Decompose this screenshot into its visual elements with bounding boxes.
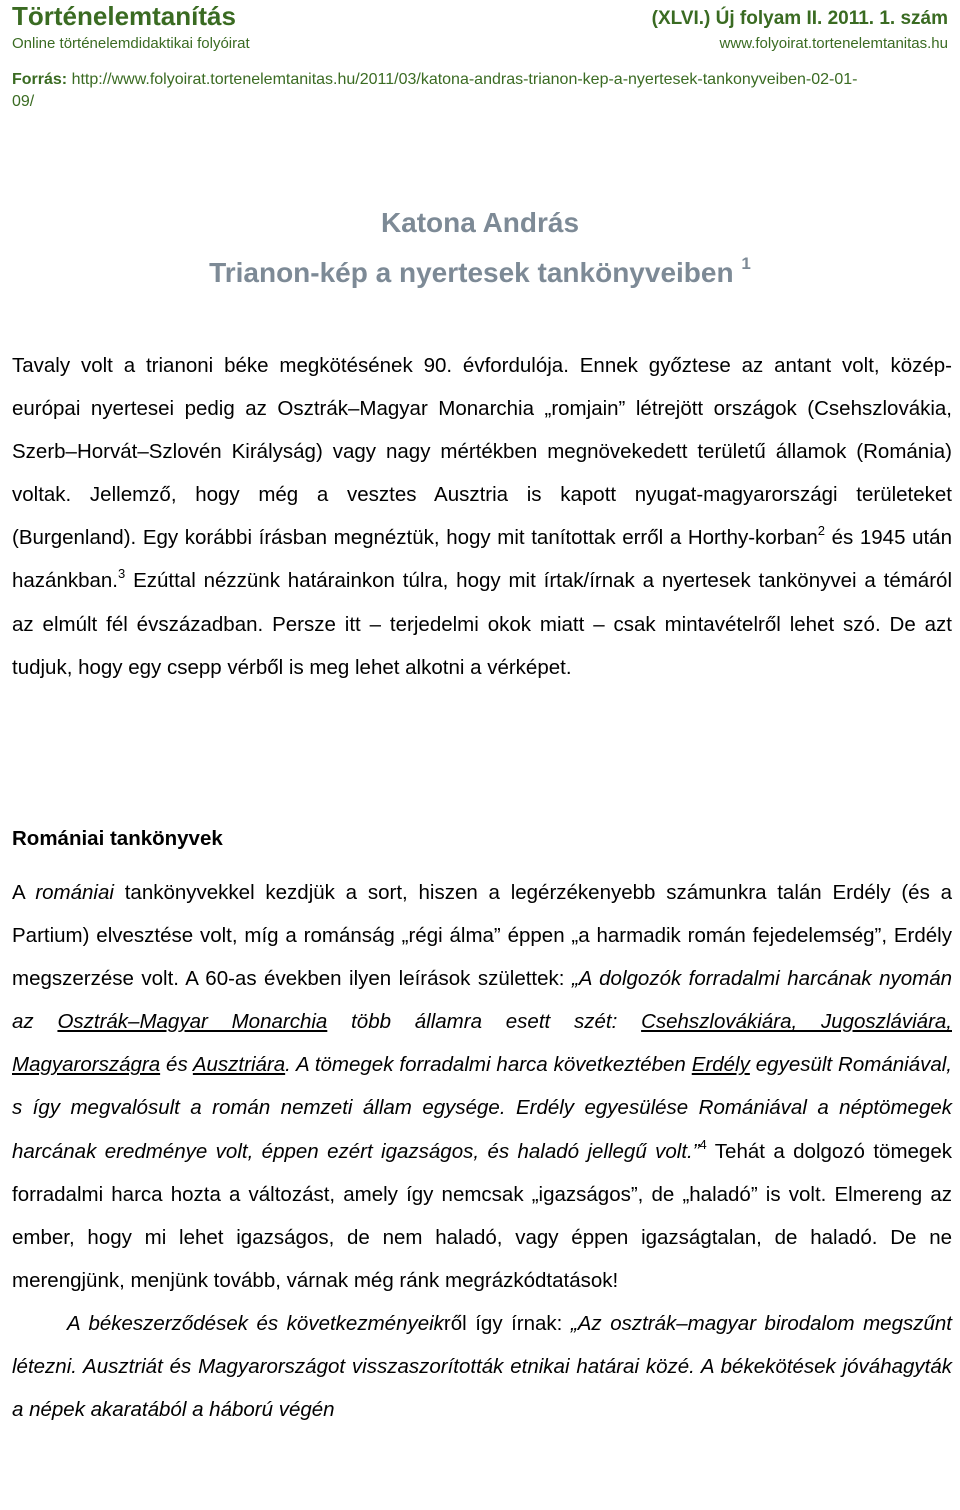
p1-quote-ausztria: Ausztriára xyxy=(192,1053,286,1077)
journal-title: Történelemtanítás xyxy=(12,1,236,31)
footnote-ref-4[interactable]: 4 xyxy=(699,1136,707,1152)
article-title-text: Trianon-kép a nyertesek tankönyveiben xyxy=(209,257,734,288)
p1-quote-l: egyesült Romániával, s így megvalósult a román nemzeti állam egysége. Erdély egyesülése Romániával a néptömegek harcának eredménye volt, éppen ezért igazságos, és haladó jellegű volt.” xyxy=(12,1053,952,1163)
section-paragraph-2 xyxy=(12,1302,952,1431)
website-link[interactable]: www.folyoirat.tortenelemtanitas.hu xyxy=(719,35,948,52)
quote-part-1 xyxy=(12,967,952,1162)
p2-text-b: ről így írnak: xyxy=(443,1311,571,1335)
source-line xyxy=(12,69,872,113)
section-paragraph-1 xyxy=(12,871,952,1302)
p2-italic-a: A békeszerződések és következményeik xyxy=(67,1311,444,1335)
article-title xyxy=(0,256,960,290)
journal-subtitle: Online történelemdidaktikai folyóirat xyxy=(12,35,250,52)
p1-quote-monarchia: Osztrák–Magyar Monarchia xyxy=(57,1010,328,1034)
footnote-ref-3[interactable]: 3 xyxy=(118,566,126,582)
p1-text-a: A xyxy=(12,881,36,904)
section-heading: Romániai tankönyvek xyxy=(12,827,223,850)
intro-paragraph xyxy=(12,344,952,689)
source-url[interactable]: http://www.folyoirat.tortenelemtanitas.hu/2011/03/katona-andras-trianon-kep-a-nyertesek-tankonyveiben-02-01-09/ xyxy=(12,71,858,110)
p1-text-m: Tehát a dolgozó tömegek forradalmi harca hozta a változást, amely így nemcsak „igazságos”, de „haladó” is volt. Elmereng az ember, hogy mi lehet igazságos, de nem haladó, vagy éppen igazságtalan, de haladó. De ne merengjünk, menjünk tovább, várnak még ránk megrázkódtatások! xyxy=(12,1139,952,1292)
section-body xyxy=(12,871,952,1431)
footnote-ref-2[interactable]: 2 xyxy=(817,523,825,539)
p1-quote-h: és xyxy=(160,1053,193,1077)
p1-italic-romaniai: romániai xyxy=(35,881,114,904)
footnote-ref-1[interactable]: 1 xyxy=(741,254,751,273)
issue-label: (XLVI.) Új folyam II. 2011. 1. szám xyxy=(651,8,948,29)
intro-text-1: Tavaly volt a trianoni béke megkötésének 90. évfordulója. Ennek győztese az antant volt, közép-európai nyertesei pedig az Osztrák–Magyar Monarchia „romjain” létrejött országok (Csehszlovákia, Szerb–Horvát–Szlovén Királyság) vagy nagy mértékben megnövekedett területű államok (Románia) voltak. Jellemző, hogy még a vesztes Ausztria is kapott nyugat-magyarországi területeket (Burgenland). Egy korábbi írásban megnéztük, hogy mit tanítottak erről a Horthy-korban xyxy=(12,354,952,550)
journal-header xyxy=(12,0,948,58)
p1-text-c: tankönyvekkel kezdjük a sort, hiszen a legérzékenyebb számunkra talán Erdély (és a Partium) elvesztése volt, míg a románság „régi álma” éppen „a harmadik román fejedelemség”, Erdély megszerzése volt. A 60-as években ilyen leírások születtek: xyxy=(12,881,952,991)
p1-quote-j: . A tömegek forradalmi harca következtében xyxy=(285,1053,692,1077)
intro-text-3: Ezúttal nézzünk határainkon túlra, hogy mit írtak/írnak a nyertesek tankönyvei a témáról az elmúlt fél évszázadban. Persze itt – terjedelmi okok miatt – csak mintavételről lehet szó. De azt tudjuk, hogy egy csepp vérből is meg lehet alkotni a vérképet. xyxy=(12,569,952,679)
p1-quote-countries: Csehszlovákiára, Jugoszláviára, Magyarországra xyxy=(12,1010,952,1077)
article-author: Katona András xyxy=(380,207,580,238)
p1-quote-erdely: Erdély xyxy=(691,1053,750,1077)
source-label: Forrás: xyxy=(12,71,68,88)
p1-quote-d: „A dolgozók forradalmi harcának nyomán az xyxy=(12,967,953,1034)
p2-quote: „Az osztrák–magyar birodalom megszűnt létezni. Ausztriát és Magyarországot visszaszorították etnikai határai közé. A békekötések jóváhagyták a népek akaratából a háború végén xyxy=(12,1311,952,1422)
p1-quote-f: több államra esett szét: xyxy=(327,1010,642,1034)
intro-text-2: és 1945 után hazánkban. xyxy=(12,526,952,593)
